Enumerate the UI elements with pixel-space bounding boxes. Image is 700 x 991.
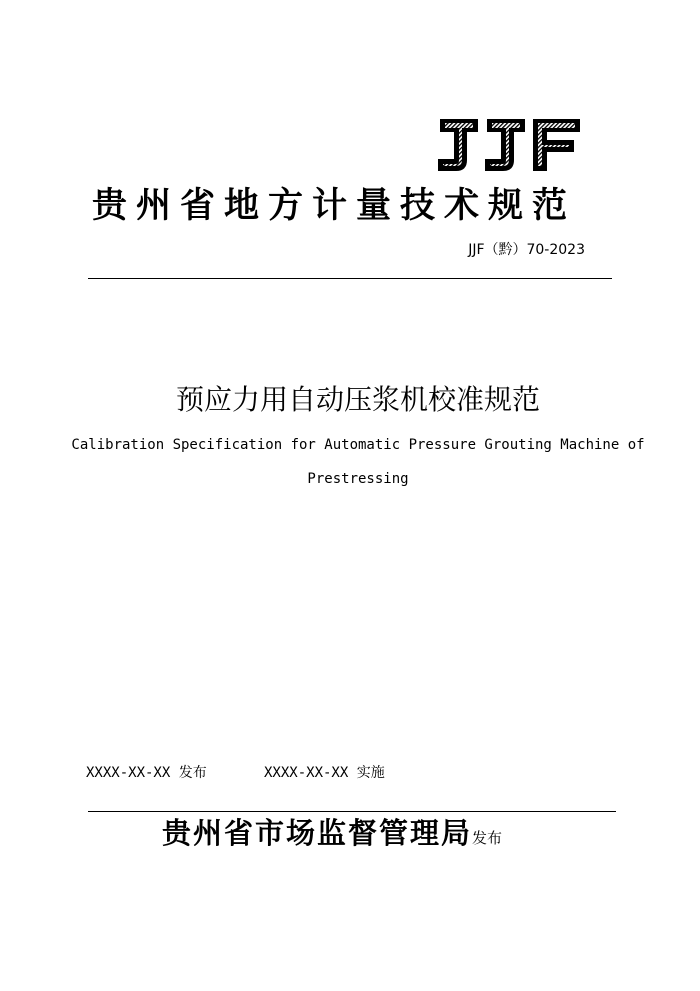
spec-family-heading: 贵州省地方计量技术规范 xyxy=(92,185,577,226)
title-english-line-1: Calibration Specification for Automatic Pressure Grouting Machine of xyxy=(71,437,645,453)
footer-divider xyxy=(88,811,616,812)
title-english-line-2: Prestressing xyxy=(307,471,409,487)
letter-j-1 xyxy=(438,119,478,171)
header-divider xyxy=(88,278,612,279)
document-title-english xyxy=(0,428,700,496)
document-number: JJF（黔）70-2023 xyxy=(468,242,585,258)
effective-date: XXXX-XX-XX 实施 xyxy=(264,765,385,781)
issue-date: XXXX-XX-XX 发布 xyxy=(86,765,207,781)
authority-suffix: 发布 xyxy=(472,829,503,847)
jjf-logo xyxy=(433,116,583,174)
dates-row xyxy=(86,763,385,783)
document-title-chinese: 预应力用自动压浆机校准规范 xyxy=(175,383,540,416)
issuing-authority xyxy=(162,813,502,858)
letter-f xyxy=(533,119,580,171)
letter-j-2 xyxy=(485,119,525,171)
authority-name: 贵州省市场监督管理局 xyxy=(162,816,473,850)
